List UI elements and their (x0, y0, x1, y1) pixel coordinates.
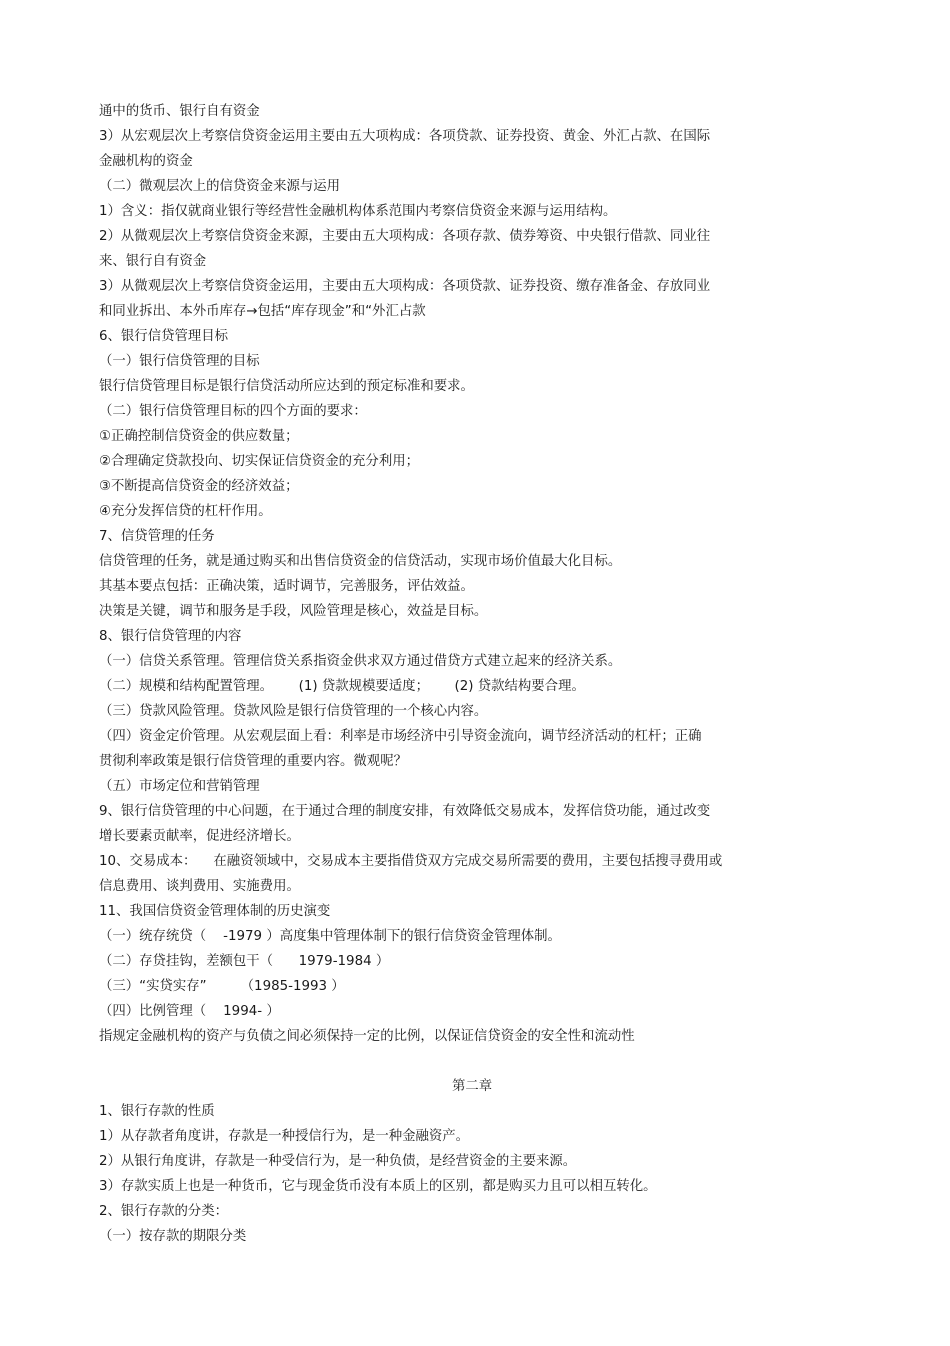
text-line: （二）规模和结构配置管理。 (1) 贷款规模要适度； (2) 贷款结构要合理。 (99, 679, 585, 694)
list-item: ③不断提高信贷资金的经济效益； (99, 479, 299, 494)
section-heading: 6、银行信贷管理目标 (99, 329, 229, 344)
text-line: （三）“实贷实存” （1985-1993 ） (99, 979, 345, 994)
section-heading: 11、我国信贷资金管理体制的历史演变 (99, 904, 331, 919)
text-line: （二）存贷挂钩，差额包干（ 1979-1984 ） (99, 954, 390, 969)
text-line: （四）资金定价管理。从宏观层面上看：利率是市场经济中引导资金流向，调节经济活动的杠杆；正确 (99, 729, 702, 744)
text-line: （一）按存款的期限分类 (99, 1229, 247, 1244)
text-line: 决策是关键，调节和服务是手段，风险管理是核心，效益是目标。 (99, 604, 488, 619)
text-line: （三）贷款风险管理。贷款风险是银行信贷管理的一个核心内容。 (99, 704, 488, 719)
chapter-title: 第二章 (452, 1079, 493, 1094)
text-line: （一）统存统贷（ -1979 ）高度集中管理体制下的银行信贷资金管理体制。 (99, 929, 561, 944)
list-item: ①正确控制信贷资金的供应数量； (99, 429, 299, 444)
text-line: 金融机构的资金 (99, 154, 193, 169)
text-line: 贯彻利率政策是银行信贷管理的重要内容。微观呢？ (99, 754, 407, 769)
text-line: 1）从存款者角度讲，存款是一种授信行为，是一种金融资产。 (99, 1129, 470, 1144)
text-line: 2）从银行角度讲，存款是一种受信行为，是一种负债，是经营资金的主要来源。 (99, 1154, 577, 1169)
text-line: （二）微观层次上的信贷资金来源与运用 (99, 179, 341, 194)
text-line: 增长要素贡献率，促进经济增长。 (99, 829, 300, 844)
text-line: 来、银行自有资金 (99, 254, 207, 269)
text-line: 3）存款实质上也是一种货币，它与现金货币没有本质上的区别，都是购买力且可以相互转化。 (99, 1179, 657, 1194)
section-heading: 1、银行存款的性质 (99, 1104, 215, 1119)
list-item: ④充分发挥信贷的杠杆作用。 (99, 504, 272, 519)
text-line: 指规定金融机构的资产与负债之间必须保持一定的比例，以保证信贷资金的安全性和流动性 (99, 1029, 635, 1044)
text-line: 信息费用、谈判费用、实施费用。 (99, 879, 300, 894)
text-line: 其基本要点包括：正确决策，适时调节，完善服务，评估效益。 (99, 579, 474, 594)
text-line: 2）从微观层次上考察信贷资金来源，主要由五大项构成：各项存款、债券筹资、中央银行借款、同业往 (99, 229, 711, 244)
section-heading: 10、交易成本： 在融资领域中，交易成本主要指借贷双方完成交易所需要的费用，主要包括搜寻费用或 (99, 854, 723, 869)
text-line: 1）含义：指仅就商业银行等经营性金融机构体系范围内考察信贷资金来源与运用结构。 (99, 204, 617, 219)
text-line: 和同业拆出、本外币库存→包括“库存现金”和“外汇占款 (99, 304, 426, 319)
section-heading: 2、银行存款的分类： (99, 1204, 229, 1219)
text-line: （一）信贷关系管理。管理信贷关系指资金供求双方通过借贷方式建立起来的经济关系。 (99, 654, 622, 669)
text-line: （二）银行信贷管理目标的四个方面的要求： (99, 404, 367, 419)
text-line: （四）比例管理（ 1994- ） (99, 1004, 280, 1019)
text-line: （五）市场定位和营销管理 (99, 779, 260, 794)
text-line: 通中的货币、银行自有资金 (99, 104, 260, 119)
text-line: 信贷管理的任务，就是通过购买和出售信贷资金的信贷活动，实现市场价值最大化目标。 (99, 554, 622, 569)
section-heading: 9、银行信贷管理的中心问题，在于通过合理的制度安排，有效降低交易成本，发挥信贷功能，通过改变 (99, 804, 711, 819)
section-heading: 7、信贷管理的任务 (99, 529, 215, 544)
section-heading: 8、银行信贷管理的内容 (99, 629, 242, 644)
text-line: 3）从微观层次上考察信贷资金运用，主要由五大项构成：各项贷款、证券投资、缴存准备金、存放同业 (99, 279, 711, 294)
text-line: 银行信贷管理目标是银行信贷活动所应达到的预定标准和要求。 (99, 379, 474, 394)
list-item: ②合理确定贷款投向、切实保证信贷资金的充分利用； (99, 454, 419, 469)
text-line: （一）银行信贷管理的目标 (99, 354, 260, 369)
text-line: 3）从宏观层次上考察信贷资金运用主要由五大项构成：各项贷款、证券投资、黄金、外汇占款、在国际 (99, 129, 711, 144)
